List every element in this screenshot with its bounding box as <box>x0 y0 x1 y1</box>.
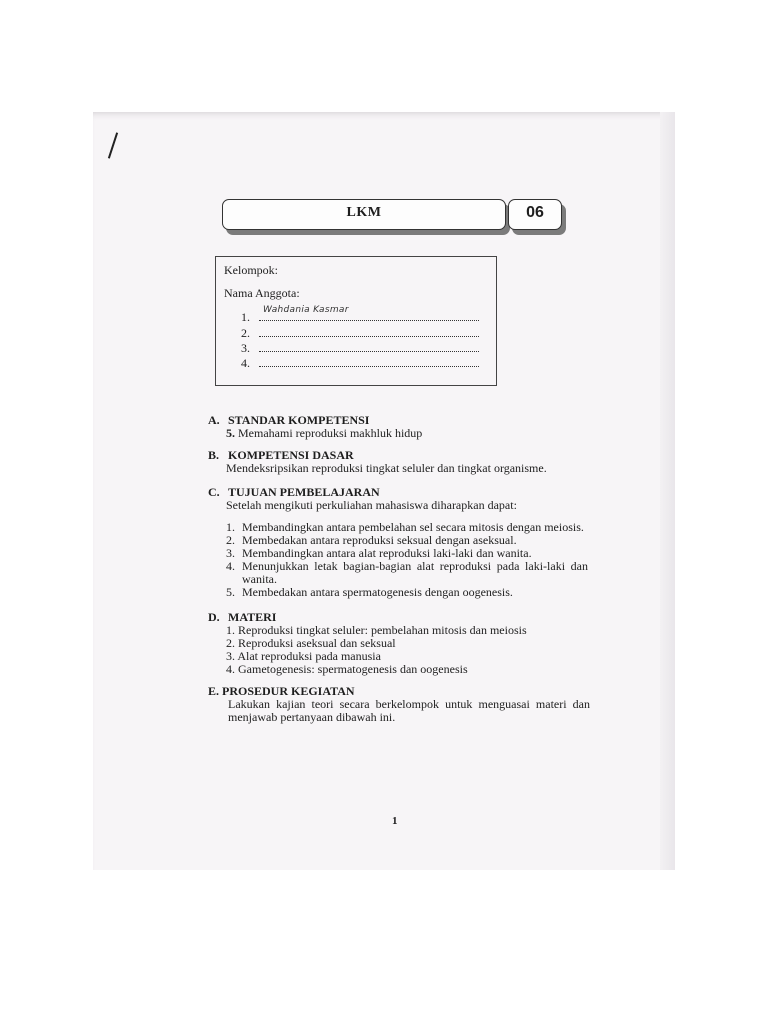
section-b <box>208 449 547 475</box>
paper-edge <box>660 112 675 870</box>
document-title: LKM <box>346 205 382 220</box>
section-d <box>208 611 527 676</box>
member-row <box>241 341 479 356</box>
section-title: STANDAR KOMPETENSI <box>228 413 370 427</box>
section-body <box>226 427 422 440</box>
member-row <box>241 305 479 325</box>
member-field[interactable] <box>259 305 479 321</box>
section-title: KOMPETENSI DASAR <box>228 448 354 462</box>
member-index: 4. <box>241 356 250 370</box>
member-index: 2. <box>241 326 250 340</box>
member-name-handwritten: Wahdania Kasmar <box>263 305 349 315</box>
section-letter: D. <box>208 610 220 624</box>
section-intro: Setelah mengikuti perkuliahan mahasiswa diharapkan dapat: <box>226 498 517 512</box>
section-letter: C. <box>208 485 220 499</box>
item-text: Membedakan antara reproduksi seksual dengan aseksual. <box>242 533 517 547</box>
section-body: Mendeksripsikan reproduksi tingkat seluler dan tingkat organisme. <box>226 461 547 475</box>
materials-list <box>226 624 527 676</box>
item-number: 2. <box>226 533 235 547</box>
section-letter: B. <box>208 448 220 462</box>
item-number: 3. <box>226 546 235 560</box>
list-item <box>226 560 588 586</box>
list-item: 4. Gametogenesis: spermatogenesis dan oogenesis <box>226 662 468 676</box>
section-title: MATERI <box>228 610 277 624</box>
list-item <box>226 586 588 599</box>
page-number: 1 <box>392 815 398 827</box>
list-item: 3. Alat reproduksi pada manusia <box>226 649 381 663</box>
section-heading: E. PROSEDUR KEGIATAN <box>208 684 355 698</box>
competency-text: Memahami reproduksi makhluk hidup <box>238 426 423 440</box>
item-number: 4. <box>226 559 235 573</box>
item-text: Membandingkan antara pembelahan sel secara mitosis dengan meiosis. <box>242 520 584 534</box>
document-number: 06 <box>526 204 544 221</box>
member-field[interactable] <box>259 326 479 337</box>
member-row <box>241 356 479 371</box>
section-c <box>208 486 588 599</box>
item-text: Membedakan antara spermatogenesis dengan oogenesis. <box>242 585 513 599</box>
member-index: 1. <box>241 310 250 324</box>
competency-number: 5. <box>226 426 235 440</box>
section-a <box>208 414 422 440</box>
member-row <box>241 326 479 341</box>
item-text: Menunjukkan letak bagian-bagian alat reproduksi pada laki-laki dan wanita. <box>242 559 588 586</box>
item-text: Membandingkan antara alat reproduksi laki-laki dan wanita. <box>242 546 532 560</box>
number-box <box>508 199 562 230</box>
group-label: Kelompok: <box>224 263 278 277</box>
member-field[interactable] <box>259 356 479 367</box>
list-item: 1. Reproduksi tingkat seluler: pembelahan mitosis dan meiosis <box>226 623 527 637</box>
list-item: 2. Reproduksi aseksual dan seksual <box>226 636 396 650</box>
item-number: 1. <box>226 520 235 534</box>
members-label: Nama Anggota: <box>224 286 300 300</box>
section-letter: A. <box>208 413 220 427</box>
member-index: 3. <box>241 341 250 355</box>
procedure-text: Lakukan kajian teori secara berkelompok untuk menguasai materi dan menjawab pertanyaan dibawah ini. <box>228 697 590 724</box>
member-field[interactable] <box>259 341 479 352</box>
section-e <box>208 685 590 724</box>
member-box <box>215 256 497 386</box>
item-number: 5. <box>226 585 235 599</box>
objective-list <box>226 521 588 599</box>
section-title: TUJUAN PEMBELAJARAN <box>228 485 380 499</box>
title-box <box>222 199 506 230</box>
